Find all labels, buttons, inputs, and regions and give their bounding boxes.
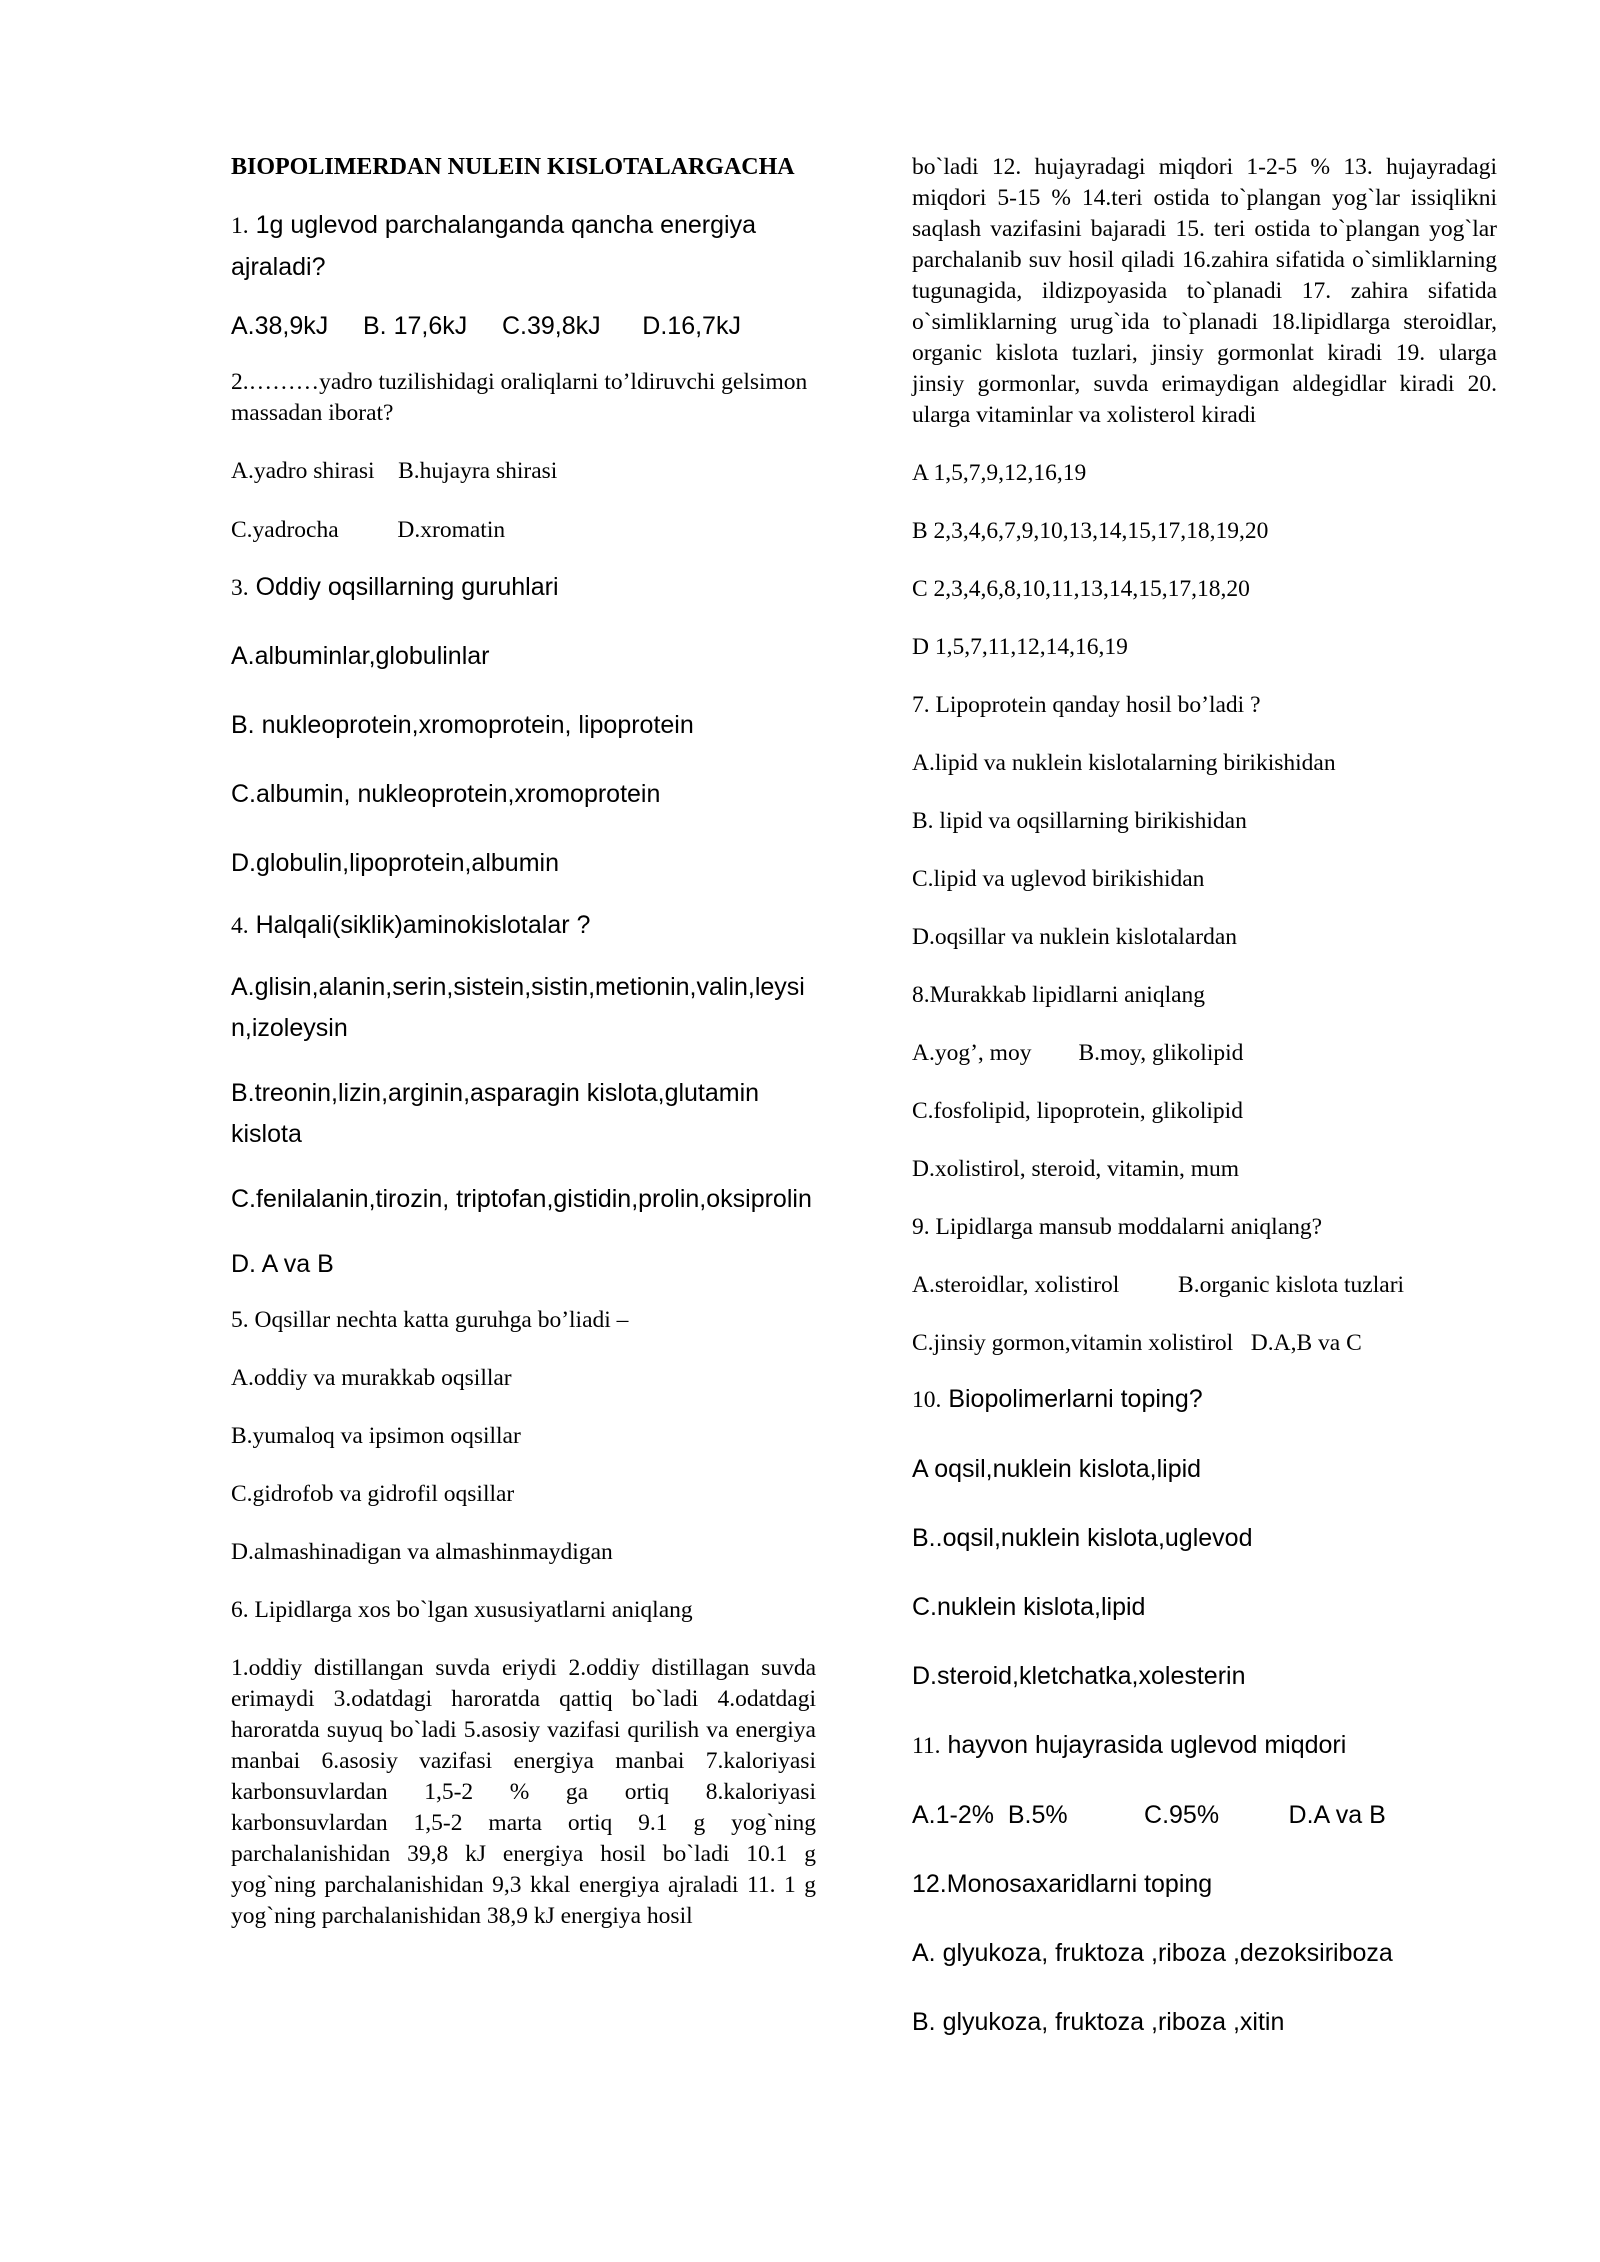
question-9-options-row-2: C.jinsiy gormon,vitamin xolistirol D.A,B va C: [912, 1330, 1362, 1356]
question-6: 6. Lipidlarga xos bo`lgan xususiyatlarni aniqlang: [231, 1597, 693, 1623]
option-a: A.albuminlar,globulinlar: [231, 642, 490, 670]
option-d: D.almashinadigan va almashinmaydigan: [231, 1539, 613, 1565]
question-12: 12.Monosaxaridlarni toping: [912, 1870, 1213, 1898]
option-d: D. A va B: [231, 1250, 334, 1278]
option-a: A.lipid va nuklein kislotalarning birikishidan: [912, 750, 1336, 776]
option-c: C.fenilalanin,tirozin, triptofan,gistidin,prolin,oksiprolin: [231, 1185, 812, 1213]
option-d: D.xolistirol, steroid, vitamin, mum: [912, 1156, 1240, 1182]
question-7: 7. Lipoprotein qanday hosil bo’ladi ?: [912, 692, 1261, 718]
question-number: 4.: [231, 913, 249, 939]
option-b: B.treonin,lizin,arginin,asparagin kislota,glutamin kislota: [231, 1079, 760, 1148]
question-1: [231, 205, 816, 288]
question-text: Oddiy oqsillarning guruhlari: [248, 573, 559, 601]
question-8-options-row-1: A.yog’, moy B.moy, glikolipid: [912, 1040, 1244, 1066]
option-c: C.albumin, nukleoprotein,xromoprotein: [231, 780, 661, 808]
question-11-options: A.1-2% B.5% C.95% D.A va B: [912, 1801, 1386, 1829]
question-5: 5. Oqsillar nechta katta guruhga bo’liadi –: [231, 1307, 629, 1333]
option-b: B. glyukoza, fruktoza ,riboza ,xitin: [912, 2008, 1285, 2036]
option-a: A.oddiy va murakkab oqsillar: [231, 1365, 512, 1391]
page-title: BIOPOLIMERDAN NULEIN KISLOTALARGACHA: [231, 154, 795, 180]
question-number: 3.: [231, 575, 249, 601]
question-6-statements-part-1: 1.oddiy distillangan suvda eriydi 2.oddiy distillagan suvda erimaydi 3.odatdagi haroratda qattiq bo`ladi 4.odatdagi haroratda suyuq bo`ladi 5.asosiy vazifasi qurilish va energiya manbai 6.asosiy vazifasi energiya manbai 7.kaloriyasi karbonsuvlardan 1,5-2 % ga ortiq 8.kaloriyasi karbonsuvlardan 1,5-2 marta ortiq 9.1 g yog`ning parchalanishidan 39,8 kJ energiya hosil bo`ladi 10.1 g yog`ning parchalanishidan 9,3 kkal energiya ajraladi 11. 1 g yog`ning parchalanishidan 38,9 kJ energiya hosil: [231, 1655, 816, 1929]
question-9-options-row-1: A.steroidlar, xolistirol B.organic kislota tuzlari: [912, 1272, 1405, 1298]
option-c: C.lipid va uglevod birikishidan: [912, 866, 1205, 892]
option-b: B 2,3,4,6,7,9,10,13,14,15,17,18,19,20: [912, 518, 1269, 544]
question-text: 1g uglevod parchalanganda qancha energiya ajraladi?: [231, 211, 756, 281]
question-number: 11.: [912, 1733, 941, 1759]
question-number: 1.: [231, 213, 249, 239]
option-c: C.fosfolipid, lipoprotein, glikolipid: [912, 1098, 1243, 1124]
option-c: C 2,3,4,6,8,10,11,13,14,15,17,18,20: [912, 576, 1250, 602]
question-1-options: A.38,9kJ B. 17,6kJ C.39,8kJ D.16,7kJ: [231, 312, 741, 340]
left-column: [231, 152, 816, 1932]
question-11: [912, 1725, 1497, 1767]
question-2: 2.………yadro tuzilishidagi oraliqlarni to’ldiruvchi gelsimon massadan iborat?: [231, 369, 808, 426]
right-column: [912, 152, 1497, 2043]
option-a: A. glyukoza, fruktoza ,riboza ,dezoksiriboza: [912, 1939, 1393, 1967]
question-3: [231, 567, 816, 609]
option-b: B. lipid va oqsillarning birikishidan: [912, 808, 1247, 834]
question-8: 8.Murakkab lipidlarni aniqlang: [912, 982, 1206, 1008]
option-d: D.globulin,lipoprotein,albumin: [231, 849, 559, 877]
option-d: D 1,5,7,11,12,14,16,19: [912, 634, 1128, 660]
option-a: A 1,5,7,9,12,16,19: [912, 460, 1087, 486]
option-a: A.glisin,alanin,serin,sistein,sistin,metionin,valin,leysin,izoleysin: [231, 973, 805, 1042]
question-6-statements-part-2: bo`ladi 12. hujayradagi miqdori 1-2-5 % 13. hujayradagi miqdori 5-15 % 14.teri ostida to`plangan yog`lar issiqlikni saqlash vazifasini bajaradi 15. teri ostida to`plangan yog`lar parchalanib suv hosil qiladi 16.zahira sifatida o`simliklarning tugunagida, ildizpoyasida to`planadi 17. zahira sifatida o`simliklarning urug`ida to`planadi 18.lipidlarga steroidlar, organic kislota tuzlari, jinsiy gormonlat kiradi 19. ularga jinsiy gormonlar, suvda erimaydigan aldegidlar kiradi 20. ularga vitaminlar va xolisterol kiradi: [912, 154, 1497, 428]
option-c: C.nuklein kislota,lipid: [912, 1593, 1146, 1621]
question-10: [912, 1379, 1497, 1421]
option-d: D.oqsillar va nuklein kislotalardan: [912, 924, 1238, 950]
question-4: [231, 905, 816, 947]
question-text: hayvon hujayrasida uglevod miqdori: [940, 1731, 1347, 1759]
option-b: B. nukleoprotein,xromoprotein, lipoprotein: [231, 711, 694, 739]
option-d: D.steroid,kletchatka,xolesterin: [912, 1662, 1246, 1690]
question-text: Halqali(siklik)aminokislotalar ?: [248, 911, 591, 939]
question-2-options-row-2: C.yadrocha D.xromatin: [231, 517, 506, 543]
option-b: B..oqsil,nuklein kislota,uglevod: [912, 1524, 1253, 1552]
option-b: B.yumaloq va ipsimon oqsillar: [231, 1423, 521, 1449]
question-number: 10.: [912, 1387, 942, 1413]
question-2-options-row-1: A.yadro shirasi B.hujayra shirasi: [231, 458, 558, 484]
question-text: Biopolimerlarni toping?: [941, 1385, 1203, 1413]
option-c: C.gidrofob va gidrofil oqsillar: [231, 1481, 515, 1507]
question-9: 9. Lipidlarga mansub moddalarni aniqlang?: [912, 1214, 1323, 1240]
option-a: A oqsil,nuklein kislota,lipid: [912, 1455, 1202, 1483]
